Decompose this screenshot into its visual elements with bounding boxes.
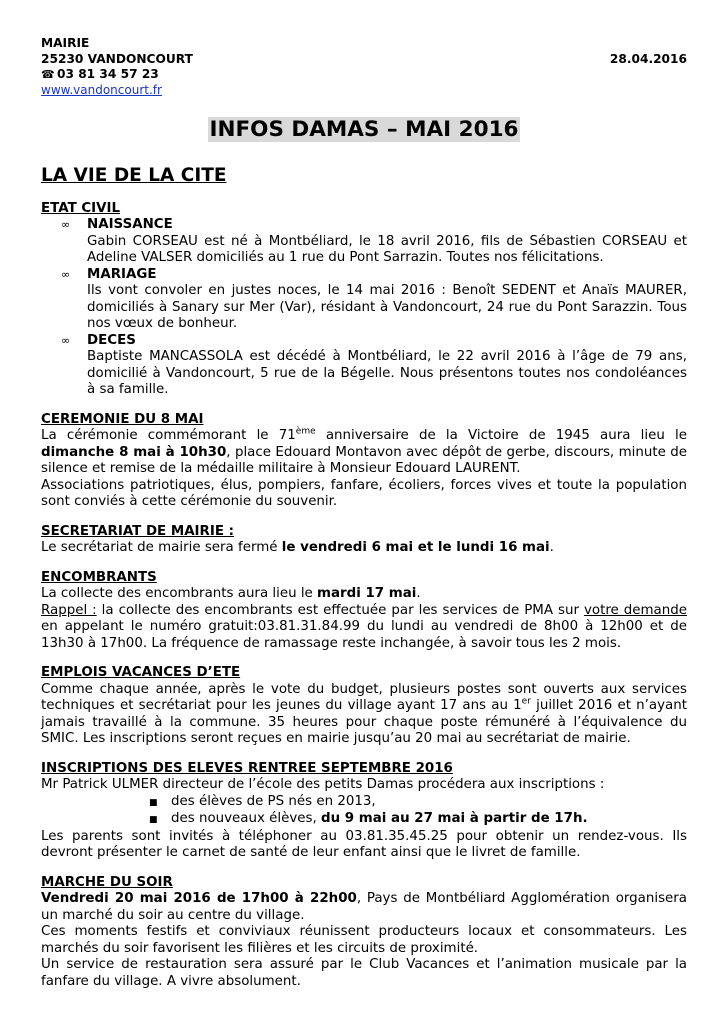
org-name: MAIRIE: [41, 36, 90, 50]
section-title: LA VIE DE LA CITE: [41, 164, 227, 186]
encombrants-heading: ENCOMBRANTS: [41, 569, 157, 585]
infinity-bullet-icon: ∞: [61, 218, 71, 231]
naissance-item: [41, 217, 687, 234]
text-run: des nouveaux élèves,: [171, 811, 322, 826]
list-item: [149, 794, 687, 812]
text-run: Comme chaque année, après le vote du budget, plusieurs postes sont ouverts aux services techniques et secrétariat pour les jeunes du village ayant 17 ans au 1: [41, 681, 687, 713]
page-title: [1, 117, 724, 143]
ceremonie-paragraph-1: [41, 428, 687, 478]
encombrants-section: [41, 570, 687, 653]
secretariat-section: [41, 524, 687, 557]
text-run: .: [416, 586, 421, 601]
deces-title: DECES: [87, 332, 136, 348]
marche-paragraph-1: [41, 891, 687, 924]
inscriptions-list: [149, 794, 687, 829]
secretariat-text: [41, 540, 687, 557]
phone-number: 03 81 34 57 23: [57, 67, 159, 81]
emplois-section: [41, 665, 687, 748]
secretariat-heading: SECRETARIAT DE MAIRIE :: [41, 523, 234, 539]
rappel-label: Rappel :: [41, 602, 97, 618]
emplois-heading: EMPLOIS VACANCES D’ETE: [41, 665, 241, 680]
square-bullet-icon: ■: [149, 815, 158, 825]
square-bullet-icon: ■: [149, 797, 158, 808]
list-item-text: [171, 811, 588, 828]
etat-civil-heading: ETAT CIVIL: [41, 200, 121, 216]
text-run: .: [549, 540, 554, 555]
emplois-text: [41, 682, 687, 748]
marche-section: [41, 875, 687, 991]
ceremonie-heading: CEREMONIE DU 8 MAI: [41, 411, 204, 427]
marche-paragraph-2: Ces moments festifs et conviviaux réunissent producteurs locaux et consommateurs. Les marchés du soir favorisent les filières et les circuits de proximité.: [41, 924, 687, 956]
mariage-item: [41, 267, 687, 284]
inscriptions-outro: Les parents sont invités à téléphoner au 03.81.35.45.25 pour obtenir un rendez-vous. Ils devront présenter le carnet de santé de leur enfant ainsi que le livret de famille.: [41, 828, 687, 860]
ceremonie-paragraph-2: Associations patriotiques, élus, pompiers, fanfare, écoliers, forces vives et toute la population sont conviés à cette cérémonie du souvenir.: [41, 477, 687, 509]
list-item: [149, 811, 687, 829]
encombrants-paragraph-2: [41, 603, 687, 653]
marche-heading: MARCHE DU SOIR: [41, 874, 173, 890]
org-address: 25230 VANDONCOURT: [41, 51, 193, 66]
page-title-text: INFOS DAMAS – MAI 2016: [209, 116, 519, 142]
infinity-bullet-icon: ∞: [61, 267, 71, 281]
encombrants-paragraph-1: [41, 586, 687, 603]
marche-date: Vendredi 20 mai 2016 de 17h00 à 22h00: [41, 891, 357, 906]
superscript: er: [521, 696, 531, 707]
document-date: 28.04.2016: [609, 51, 687, 66]
etat-civil-section: [41, 201, 687, 399]
text-run: juillet 2016 et n’ayant jamais travaillé à la commune. 35 heures pour chaque poste rémunéré à l’équivalence du SMIC. Les inscriptions seront reçues en mairie jusqu’au 20 mai au secrétariat de mairie.: [41, 698, 687, 746]
mariage-title: MARIAGE: [87, 266, 157, 282]
telephone-icon: ☎: [41, 68, 55, 81]
ceremonie-date: dimanche 8 mai à 10h30: [41, 444, 227, 460]
inscription-dates: du 9 mai au 27 mai à partir de 17h.: [321, 811, 588, 826]
ceremonie-section: [41, 412, 687, 511]
closing-dates: le vendredi 6 mai et le lundi 16 mai: [281, 540, 550, 555]
deces-text: Baptiste MANCASSOLA est décédé à Montbéliard, le 22 avril 2016 à l’âge de 79 ans, domicilié à Vandoncourt, 5 rue de la Bégelle. Nous présentons toutes nos condoléances à sa famille.: [87, 349, 687, 397]
text-run: , place Edouard Montavon avec dépôt de gerbe, discours, minute de silence et remise de la médaille militaire à Monsieur Edouard LAURENT.: [41, 444, 687, 476]
text-run: la collecte des encombrants est effectuée par les services de PMA sur: [96, 602, 584, 618]
infinity-bullet-icon: ∞: [61, 333, 71, 347]
mariage-text: Ils vont convoler en justes noces, le 14 mai 2016 : Benoît SEDENT et Anaïs MAURER, domiciliés à Sanary sur Mer (Var), résidant à Vandoncourt, 24 rue du Pont Sarazzin. Tous nos vœux de bonheur.: [87, 283, 687, 331]
deces-item: [41, 333, 687, 350]
text-run: en appelant le numéro gratuit:03.81.31.84.99 du lundi au vendredi de 8h00 à 12h00 et de 13h30 à 17h00. La fréquence de ramassage reste inchangée, à savoir tous les 2 mois.: [41, 619, 687, 651]
document-page: [41, 36, 687, 990]
collection-date: mardi 17 mai: [317, 586, 417, 601]
superscript: ème: [295, 426, 316, 437]
list-item-text: des élèves de PS nés en 2013,: [171, 793, 376, 809]
naissance-text: Gabin CORSEAU est né à Montbéliard, le 18 avril 2016, fils de Sébastien CORSEAU et Adeline VALSER domiciliés au 1 rue du Pont Sarrazin. Toutes nos félicitations.: [87, 233, 687, 265]
naissance-title: NAISSANCE: [87, 217, 173, 232]
text-run: La collecte des encombrants aura lieu le: [41, 586, 318, 601]
marche-paragraph-3: Un service de restauration sera assuré par le Club Vacances et l’animation musicale par la fanfare du village. A vivre absolument.: [41, 957, 687, 989]
letterhead: [41, 36, 687, 83]
inscriptions-heading: INSCRIPTIONS DES ELEVES RENTREE SEPTEMBRE 2016: [41, 760, 453, 776]
text-run: Le secrétariat de mairie sera fermé: [41, 540, 282, 555]
website-link[interactable]: www.vandoncourt.fr: [41, 82, 162, 97]
text-run: , Pays de Montbéliard Agglomération organisera un marché du soir au centre du village.: [41, 891, 687, 923]
inscriptions-intro: Mr Patrick ULMER directeur de l’école des petits Damas procédera aux inscriptions :: [41, 777, 605, 792]
text-run: La cérémonie commémorant le 71: [41, 428, 296, 443]
underlined-text: votre demande: [583, 602, 687, 618]
text-run: anniversaire de la Victoire de 1945 aura lieu le: [315, 428, 687, 443]
inscriptions-section: [41, 761, 687, 862]
